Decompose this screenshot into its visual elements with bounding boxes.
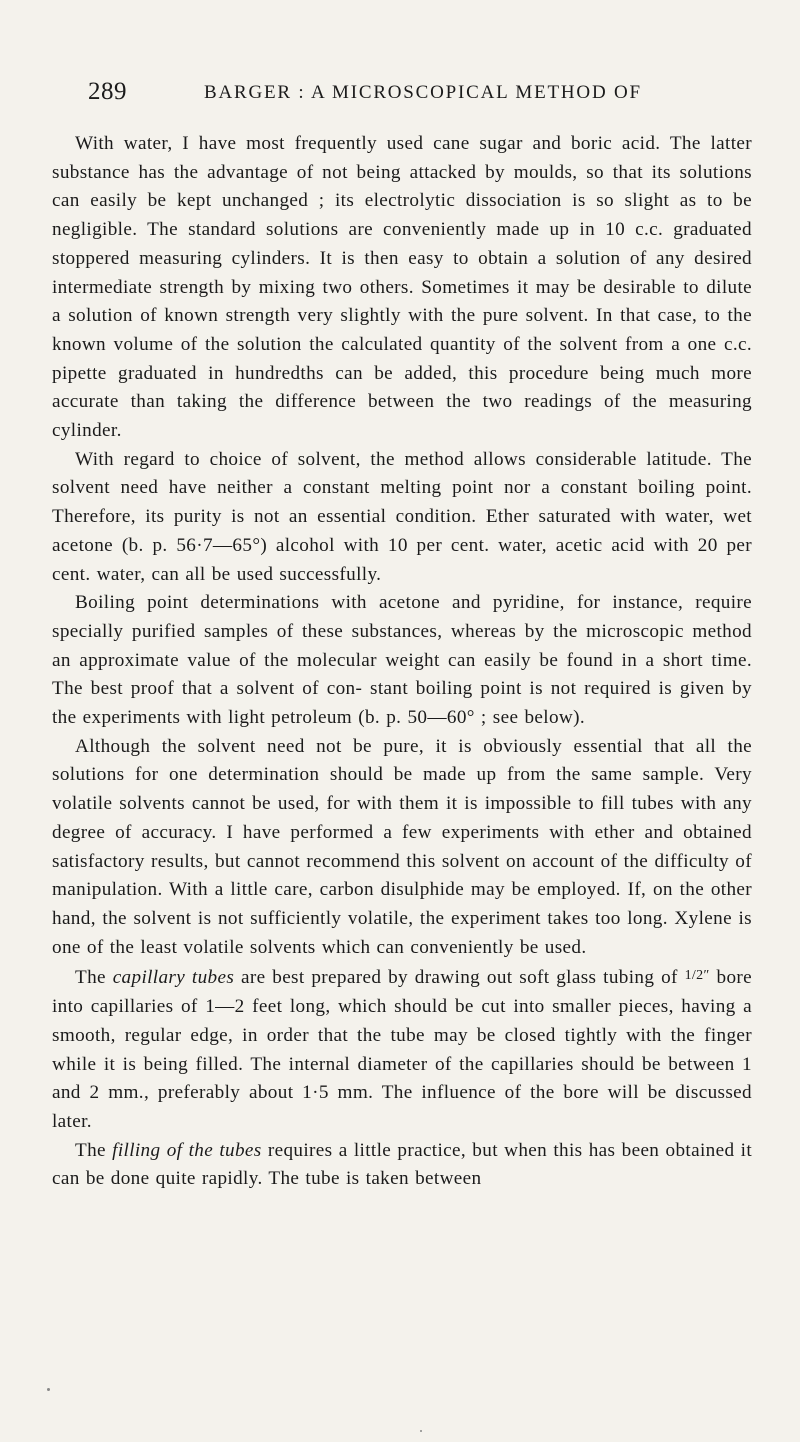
print-speck (420, 1430, 422, 1432)
running-head: BARGER : A MICROSCOPICAL METHOD OF (204, 82, 642, 103)
bore-fraction: 1/2″ (684, 968, 710, 984)
capillary-tubes-term: capillary tubes (112, 967, 235, 989)
print-speck (47, 1388, 50, 1391)
paragraph-choice-of-solvent: With regard to choice of solvent, the method allows considerable latitude. The solvent need have neither a constant melting point nor a constant boiling point. Therefore, its purity is not an essential condition. Ether saturated with water, wet acetone (b. p. 56·7—65°) alcohol with 10 per cent. water, acetic acid with 20 per cent. water, can all be used successfully. (52, 448, 752, 585)
paragraph-capillary-tubes (52, 962, 752, 1136)
paragraph-water-solutions: With water, I have most frequently used cane sugar and boric acid. The latter substance has the advantage of not being attacked by moulds, so that its solutions can easily be kept unchanged ; its electrolytic dissociation is so slight as to be negligible. The standard solutions are conveniently made up in 10 c.c. graduated stoppered measuring cylinders. It is then easy to obtain a solution of any desired intermediate strength by mixing two others. Sometimes it may be desirable to dilute a solution of known strength very slightly with the pure solvent. In that case, to the known volume of the solution the calculated quantity of the solvent from a one c.c. pipette graduated in hundredths can be added, this procedure being much more accurate than taking the difference between the two readings of the measuring cylinder. (52, 133, 752, 442)
capillary-rest: bore into capillaries of 1—2 feet long, which should be cut into smaller pieces, having a smooth, regular edge, in order that the tube may be closed tightly with the finger while it is being filled. The internal diameter of the capillaries should be between 1 and 2 mm., preferably about 1·5 mm. The influence of the bore will be discussed later. (52, 967, 752, 1132)
paragraph-filling-tubes (52, 1137, 752, 1194)
filling-tubes-term: filling of the tubes (112, 1139, 262, 1161)
page-header (88, 78, 728, 110)
paragraph-boiling-point: Boiling point determinations with acetone and pyridine, for instance, require specially purified samples of these substances, whereas by the microscopic method an approximate value of the molecular weight can easily be found in a short time. The best proof that a solvent of con- stant boiling point is not required is given by the experiments with light petroleum (b. p. 50—60° ; see below). (52, 592, 752, 729)
page-number: 289 (88, 78, 127, 105)
filling-rest: requires a little practice, but when this has been obtained it can be done quite rapidly. The tube is taken between (52, 1139, 753, 1190)
filling-intro: The (75, 1139, 113, 1161)
body-text (52, 130, 752, 1194)
paragraph-solvent-purity: Although the solvent need not be pure, it is obviously essential that all the solutions for one determination should be made up from the same sample. Very volatile solvents cannot be used, for with them it is impossible to fill tubes with any degree of accuracy. I have performed a few experiments with ether and obtained satisfactory results, but cannot recommend this solvent on account of the difficulty of manipulation. With a little care, carbon disulphide may be employed. If, on the other hand, the solvent is not sufficiently volatile, the experiment takes too long. Xylene is one of the least volatile solvents which can conveniently be used. (52, 735, 752, 958)
capillary-middle: are best prepared by drawing out soft glass tubing of (234, 967, 685, 989)
capillary-intro: The (75, 967, 113, 989)
